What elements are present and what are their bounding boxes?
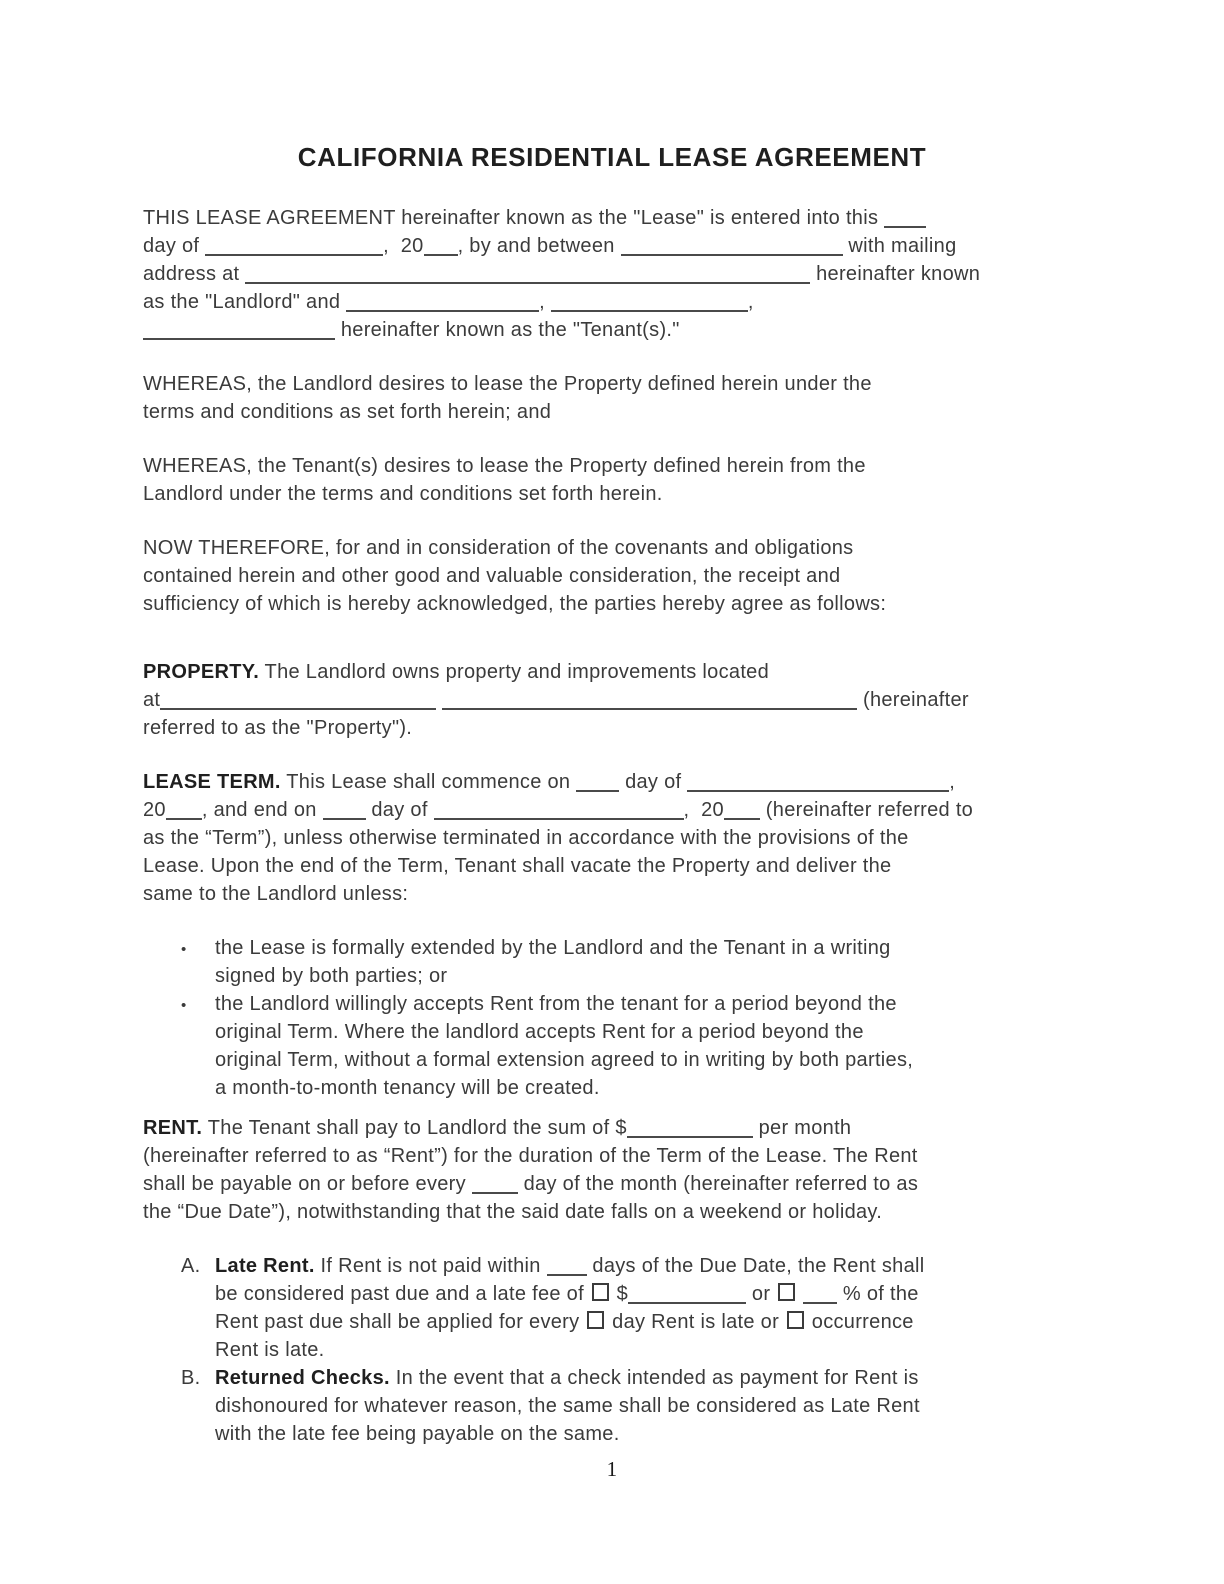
blank-field xyxy=(884,225,926,228)
text-run: Landlord under the terms and conditions set forth herein. xyxy=(143,483,663,505)
document-body xyxy=(143,204,1081,1448)
list-item-content xyxy=(215,1364,1081,1448)
blank-field xyxy=(628,1301,746,1304)
text-run: dishonoured for whatever reason, the same shall be considered as Late Rent xyxy=(215,1395,920,1417)
text-run: contained herein and other good and valuable consideration, the receipt and xyxy=(143,565,841,587)
text-run: original Term, without a formal extension agreed to in writing by both parties, xyxy=(215,1049,914,1071)
text-run: If Rent is not paid within xyxy=(314,1255,547,1277)
text-line xyxy=(143,658,1081,686)
returned-checks-item xyxy=(143,1364,1081,1448)
whereas-tenant-paragraph xyxy=(143,452,1081,508)
text-line xyxy=(215,1018,1081,1046)
text-line xyxy=(143,590,1081,618)
blank-field xyxy=(687,789,949,792)
text-line xyxy=(143,398,1081,426)
lease-term-bullet-list xyxy=(143,934,1081,1102)
text-run: (hereinafter referred to xyxy=(759,799,974,821)
text-line xyxy=(143,452,1081,480)
rent-subclause-list xyxy=(143,1252,1081,1448)
clause-heading: LEASE TERM. xyxy=(143,771,281,793)
text-run: , xyxy=(747,291,754,313)
text-run: , xyxy=(949,771,956,793)
text-run: The Landlord owns property and improvements located xyxy=(259,661,770,683)
text-line xyxy=(143,370,1081,398)
text-run: address at xyxy=(143,263,246,285)
now-therefore-paragraph xyxy=(143,534,1081,618)
text-run: as the “Term”), unless otherwise terminated in accordance with the provisions of the xyxy=(143,827,909,849)
intro-paragraph xyxy=(143,204,1081,344)
text-run: per month xyxy=(752,1117,852,1139)
text-line xyxy=(143,260,1081,288)
clause-heading: PROPERTY. xyxy=(143,661,260,683)
text-run: the Landlord willingly accepts Rent from the tenant for a period beyond the xyxy=(215,993,897,1015)
text-line xyxy=(143,316,1081,344)
text-run: , by and between xyxy=(457,235,621,257)
bullet-icon xyxy=(143,990,215,1102)
text-run: as the "Landlord" and xyxy=(143,291,347,313)
text-run: % of the xyxy=(837,1283,919,1305)
checkbox-icon xyxy=(592,1283,609,1301)
text-line xyxy=(215,934,1081,962)
rent-clause xyxy=(143,1114,1081,1226)
text-line xyxy=(143,1114,1081,1142)
checkbox-icon xyxy=(787,1311,804,1329)
text-line xyxy=(215,962,1081,990)
bullet-item-holdover xyxy=(143,990,1081,1102)
blank-field xyxy=(547,1273,587,1276)
text-run: with the late fee being payable on the same. xyxy=(215,1423,620,1445)
blank-field xyxy=(434,817,684,820)
text-line xyxy=(215,1280,1081,1308)
bullet-glyph: • xyxy=(181,941,187,958)
text-run: same to the Landlord unless: xyxy=(143,883,409,905)
blank-field xyxy=(621,253,843,256)
text-run: , 20 xyxy=(383,235,424,257)
text-line xyxy=(215,1252,1081,1280)
text-line xyxy=(143,1170,1081,1198)
list-item-content xyxy=(215,934,1081,990)
list-label: B. xyxy=(181,1367,201,1389)
text-line xyxy=(215,1420,1081,1448)
lease-term-clause xyxy=(143,768,1081,908)
text-line xyxy=(143,852,1081,880)
text-run: , xyxy=(539,291,551,313)
text-run: be considered past due and a late fee of xyxy=(215,1283,590,1305)
text-run: In the event that a check intended as payment for Rent is xyxy=(389,1367,919,1389)
whereas-landlord-paragraph xyxy=(143,370,1081,426)
text-run: , 20 xyxy=(683,799,724,821)
list-item-content xyxy=(215,1252,1081,1364)
blank-field xyxy=(576,789,619,792)
blank-field xyxy=(803,1301,837,1304)
text-line xyxy=(215,1336,1081,1364)
blank-field xyxy=(724,817,760,820)
text-run: original Term. Where the landlord accepts Rent for a period beyond the xyxy=(215,1021,864,1043)
text-run: Rent past due shall be applied for every xyxy=(215,1311,586,1333)
text-line xyxy=(215,1364,1081,1392)
text-line xyxy=(143,686,1081,714)
text-run: (hereinafter referred to as “Rent”) for the duration of the Term of the Lease. The Rent xyxy=(143,1145,918,1167)
text-run: hereinafter known as the "Tenant(s)." xyxy=(335,319,680,341)
text-line xyxy=(215,1074,1081,1102)
bullet-glyph: • xyxy=(181,997,187,1014)
text-run: day of xyxy=(143,235,206,257)
blank-field xyxy=(245,281,810,284)
text-run: day of xyxy=(619,771,688,793)
text-line xyxy=(215,1392,1081,1420)
blank-field xyxy=(551,309,748,312)
text-run: (hereinafter xyxy=(857,689,969,711)
list-label: A. xyxy=(181,1255,201,1277)
blank-field xyxy=(627,1135,753,1138)
text-run: at xyxy=(143,689,161,711)
page-number: 1 xyxy=(606,1457,618,1481)
text-line xyxy=(143,714,1081,742)
text-run: the “Due Date”), notwithstanding that the said date falls on a weekend or holiday. xyxy=(143,1201,883,1223)
text-line xyxy=(143,204,1081,232)
text-line xyxy=(143,824,1081,852)
blank-field xyxy=(143,337,335,340)
text-line xyxy=(143,232,1081,260)
text-line xyxy=(143,562,1081,590)
blank-field xyxy=(205,253,383,256)
text-run: day of the month (hereinafter referred to as xyxy=(517,1173,919,1195)
text-run: hereinafter known xyxy=(810,263,981,285)
text-run: The Tenant shall pay to Landlord the sum of $ xyxy=(202,1117,627,1139)
text-run: signed by both parties; or xyxy=(215,965,448,987)
text-run: Lease. Upon the end of the Term, Tenant shall vacate the Property and deliver the xyxy=(143,855,892,877)
clause-heading: Late Rent. xyxy=(215,1255,315,1277)
blank-field xyxy=(442,707,857,710)
text-line xyxy=(215,1046,1081,1074)
text-run: a month-to-month tenancy will be created. xyxy=(215,1077,600,1099)
list-item-content xyxy=(215,990,1081,1102)
text-line xyxy=(143,534,1081,562)
text-run: NOW THEREFORE, for and in consideration of the covenants and obligations xyxy=(143,537,854,559)
text-run: , and end on xyxy=(201,799,323,821)
text-run: This Lease shall commence on xyxy=(280,771,577,793)
checkbox-icon xyxy=(778,1283,795,1301)
text-run: days of the Due Date, the Rent shall xyxy=(586,1255,925,1277)
document-title: CALIFORNIA RESIDENTIAL LEASE AGREEMENT xyxy=(297,142,927,172)
text-line xyxy=(143,1198,1081,1226)
text-run: sufficiency of which is hereby acknowledged, the parties hereby agree as follows: xyxy=(143,593,887,615)
text-run: referred to as the "Property"). xyxy=(143,717,413,739)
text-run: WHEREAS, the Tenant(s) desires to lease the Property defined herein from the xyxy=(143,455,866,477)
late-rent-item xyxy=(143,1252,1081,1364)
blank-field xyxy=(424,253,458,256)
property-clause xyxy=(143,658,1081,742)
bullet-item-formal-extension xyxy=(143,934,1081,990)
blank-field xyxy=(166,817,202,820)
text-line xyxy=(143,288,1081,316)
text-run: shall be payable on or before every xyxy=(143,1173,472,1195)
blank-field xyxy=(472,1191,518,1194)
text-run: terms and conditions as set forth herein; and xyxy=(143,401,552,423)
text-run: day of xyxy=(365,799,434,821)
text-line xyxy=(215,990,1081,1018)
text-run: $ xyxy=(610,1283,629,1305)
checkbox-icon xyxy=(587,1311,604,1329)
text-run: the Lease is formally extended by the Landlord and the Tenant in a writing xyxy=(215,937,891,959)
text-run: 20 xyxy=(143,799,166,821)
bullet-icon xyxy=(143,934,215,990)
text-run: Rent is late. xyxy=(215,1339,325,1361)
text-line xyxy=(143,768,1081,796)
clause-heading: RENT. xyxy=(143,1117,203,1139)
text-line xyxy=(143,1142,1081,1170)
text-line xyxy=(215,1308,1081,1336)
text-run: or xyxy=(746,1283,777,1305)
text-line xyxy=(143,796,1081,824)
text-run: WHEREAS, the Landlord desires to lease the Property defined herein under the xyxy=(143,373,872,395)
text-run: day Rent is late or xyxy=(606,1311,785,1333)
text-run: occurrence xyxy=(805,1311,914,1333)
clause-heading: Returned Checks. xyxy=(215,1367,390,1389)
blank-field xyxy=(160,707,436,710)
text-run: with mailing xyxy=(842,235,957,257)
blank-field xyxy=(346,309,539,312)
text-run: THIS LEASE AGREEMENT hereinafter known as the "Lease" is entered into this xyxy=(143,207,885,229)
text-line xyxy=(143,480,1081,508)
text-line xyxy=(143,880,1081,908)
blank-field xyxy=(323,817,366,820)
